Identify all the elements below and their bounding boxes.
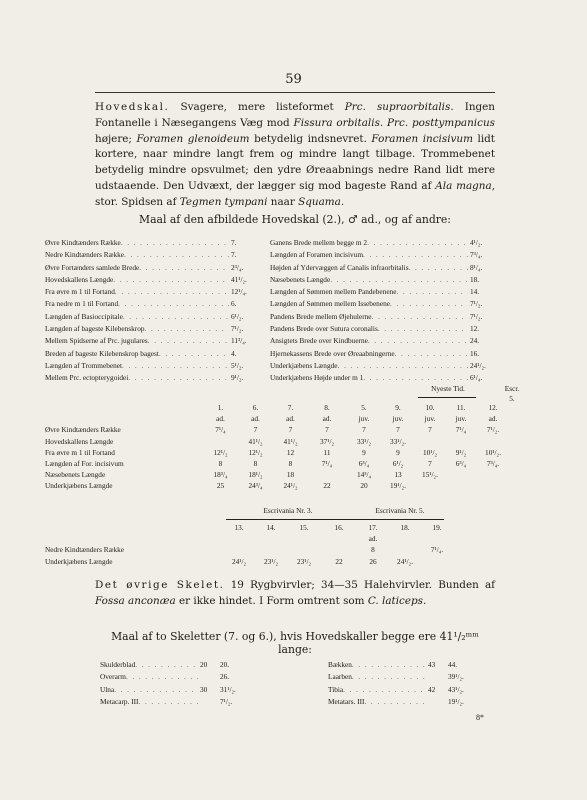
list-item: Ansigtets Brede over Kindbuerne . . . 24. — [270, 335, 492, 347]
list-item: Hjernekassens Brede over Øreaabningerne . . . 16. — [270, 348, 492, 360]
table-row: Nedre Kindtænders Række 8 7¹/₄. — [45, 545, 444, 555]
list-item: Mellem Spidserne af Prc. jugulares . . . 11³/₄. — [45, 335, 253, 347]
list-item: Laarben . . . 39¹/₂. — [328, 671, 478, 683]
header-rule — [95, 92, 495, 93]
list-item: Pandens Brede over Sutura coronalis . . . 12. — [270, 323, 492, 335]
group-rule-nyeste — [418, 397, 476, 398]
page-number: 59 — [285, 72, 302, 87]
list-item: Breden af bageste Kilebenskrop bagest . . . 4. — [45, 348, 253, 360]
list-item: Øvre Kindtænders Række . . . 7. — [45, 237, 253, 249]
table-header-row: 1. 6. 7. 8. 5. 9. 10. 11. 12. — [217, 403, 498, 412]
paragraph-skull-text: Hovedskal. Svagere, mere listeformet Prc. supraorbitalis. Ingen Fontanelle i Næsegangens Væg mod Fissura orbitalis. Prc. posttympanicus højere; Foramen glenoideum betydelig indsnevret. Foramen incisivum lidt kortere, naar mindre langt frem og mindre langt tilbage. Trommebenet betydelig mindre opsvulmet; den ydre Øreaabnings nedre Rand lidt mere udstaaende. Den Udvæxt, der lægger sig mod bageste Rand af Ala magna, stor. Spidsen af Tegmen tympani naar Squama. — [95, 101, 495, 208]
list-item: Fra nedre m 1 til Fortand . . . 6. — [45, 298, 253, 310]
paragraph-skeleton-text: Det øvrige Skelet. 19 Rygbvirvler; 34—35 Halehvirvler. Bunden af Fossa anconæa er ikke hindet. I Form omtrent som C. laticeps. — [95, 579, 495, 607]
table-header-row: ad. — [368, 534, 378, 544]
skeleton-right-list — [328, 659, 478, 708]
list-item: Højden af Ydervæggen af Canalis infraorbitalis . . . 8¹/₄. — [270, 262, 492, 274]
table-row: Underkjæbens Længde 25 24³/₄ 24¹/₂ 22 20 19¹/₂. — [45, 481, 406, 491]
list-item: Underkjæbens Længde . . . 24¹/₂. — [270, 360, 492, 372]
table-row: Næsebenets Længde 18³/₄ 18¹/₂ 18 14³/₄ 13 15¹/₂. — [45, 470, 438, 480]
list-item: Længden af Trommebenet . . . 5¹/₂. — [45, 360, 253, 372]
list-item: Længden af Basioccipitale . . . 6¹/₂. — [45, 311, 253, 323]
table-header-row: ad. ad. ad. ad. juv. juv. juv. juv. ad. — [216, 414, 498, 424]
list-item: Længden af Foramen incisivum . . . 7³/₄. — [270, 249, 492, 261]
table-row: Underkjæbens Længde 24¹/₂ 23¹/₂ 23¹/₂ 22 26 24¹/₂. — [45, 556, 413, 566]
list-item: Ulna . . . 30 31¹/₂. — [100, 684, 250, 696]
measurement-table-2 — [45, 523, 453, 568]
left-measure-list — [45, 237, 253, 385]
group-header-nyeste: Nyeste Tid. — [431, 384, 465, 393]
list-item: Pandens Brede mellem Øjehulerne . . . 7¹/₂. — [270, 311, 492, 323]
paragraph-skull — [95, 100, 495, 211]
list-item: Tibia . . . 42 43¹/₂. — [328, 684, 478, 696]
signature-mark: 8* — [476, 713, 484, 722]
table-row: Længden af For. incisivum 8 8 8 7¹/₄ 6³/₄ 6¹/₂ 7 6³/₄ 7³/₄. — [45, 458, 500, 468]
list-item: Nedre Kindtænders Række . . . 7. — [45, 249, 253, 261]
list-item: Næsebenets Længde . . . 18. — [270, 274, 492, 286]
list-item: Længden af Sømmen mellem Pandebenene . . . 14. — [270, 286, 492, 298]
list-item: Overarm . . . 26. — [100, 671, 250, 683]
group-header-escr-sub: 5. — [509, 394, 515, 403]
list-item: Længden af bageste Kilebenskrop . . . 7¹/₂. — [45, 323, 253, 335]
list-item: Metacarp. III . . . 7¹/₂. — [100, 696, 250, 708]
paragraph-skeleton — [95, 578, 495, 610]
lead-skelet: Det øvrige Skelet. — [95, 579, 225, 591]
lead-hovedskal: Hovedskal. — [95, 101, 170, 113]
group-header-escrivania-5: Escrivania Nr. 5. — [375, 506, 425, 515]
table-header-row: 13. 14. 15. 16. 17. 18. 19. — [234, 523, 442, 532]
list-item: Hovedskallens Længde . . . 41¹/₂. — [45, 274, 253, 286]
table-row: Fra øvre m 1 til Fortand 12¹/₂ 12¹/₂ 12 11 9 9 10¹/₂ 9¹/₂ 10¹/₂. — [45, 447, 501, 457]
list-item: Fra øvre m 1 til Fortand . . . 12¹/₄. — [45, 286, 253, 298]
group-rule-escrivania-3 — [226, 519, 352, 520]
heading-measurements: Maal af den afbildede Hovedskal (2.), ♂ ad., og af andre: — [139, 213, 451, 226]
heading-skeleton-measurements: Maal af to Skeletter (7. og 6.), hvis Hovedskaller begge ere 41¹/₂ᵐᵐ lange: — [111, 630, 479, 656]
group-header-escrivania-3: Escrivania Nr. 3. — [263, 506, 313, 515]
list-item: Længden af Sømmen mellem Issebenene . . . 7¹/₂. — [270, 298, 492, 310]
list-item: Metatars. III . . . 19¹/₂. — [328, 696, 478, 708]
list-item: Ganens Brede mellem begge m 2 . . . 4¹/₂. — [270, 237, 492, 249]
right-measure-list — [270, 237, 492, 385]
list-item: Underkjæbens Højde under m 1 . . . 6¹/₄. — [270, 372, 492, 384]
list-item: Skulderblad . . . 20 20. — [100, 659, 250, 671]
table-row: Hovedskallens Længde 41¹/₂ 41¹/₂ 37¹/₂ 33¹/₂ 33¹/₂. — [45, 436, 406, 446]
skeleton-left-list — [100, 659, 250, 708]
list-item: Øvre Fortænders samlede Brede . . . 2³/₄. — [45, 262, 253, 274]
group-rule-escrivania-5 — [352, 519, 444, 520]
group-header-escr: Escr. — [504, 384, 520, 393]
table-row: Øvre Kindtænders Række 7¹/₄ 7 7 7 7 7 7 7¹/₄ 7¹/₂. — [45, 425, 500, 435]
measurement-table-1 — [45, 403, 510, 493]
list-item: Mellem Prc. ectopterygoidei . . . 9¹/₂. — [45, 372, 253, 384]
list-item: Bækken . . . 43 44. — [328, 659, 478, 671]
